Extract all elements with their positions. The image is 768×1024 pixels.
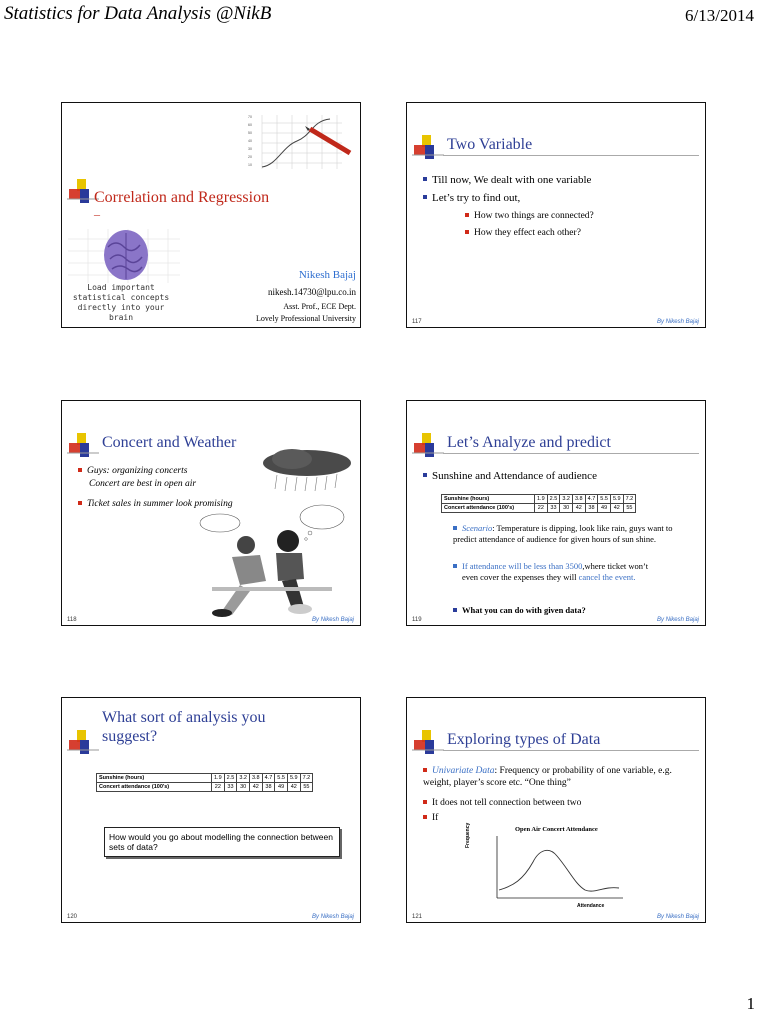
table-cell: 1.9 <box>535 495 548 504</box>
author-role: Asst. Prof., ECE Dept. <box>283 302 356 311</box>
chart-y-label: Frequency <box>465 822 471 848</box>
table-cell: Sunshine (hours) <box>442 495 535 504</box>
slide-byline: By Nikesh Bajaj <box>311 914 354 920</box>
title-underscore: _ <box>94 203 100 217</box>
bullet-2: Ticket sales in summer look promising <box>78 497 233 511</box>
slide-number: 119 <box>412 617 422 623</box>
table-cell: 4.7 <box>585 495 598 504</box>
slide-title: Let’s Analyze and predict <box>447 434 611 451</box>
slide-correlation-regression <box>61 102 361 328</box>
table-cell: 1.9 <box>212 774 225 783</box>
subbullet-2: How they effect each other? <box>465 226 581 240</box>
author-email: nikesh.14730@lpu.co.in <box>267 287 356 297</box>
table-cell: 4.7 <box>262 774 275 783</box>
page-header-title: Statistics for Data Analysis @NikB <box>4 3 272 24</box>
brain-image <box>68 229 180 283</box>
table-cell: 5.9 <box>287 774 300 783</box>
slide-number: 121 <box>412 914 423 920</box>
table-cell: 38 <box>585 504 598 513</box>
slide-byline: By Nikesh Bajaj <box>656 319 699 325</box>
bullet-2: It does not tell connection between two <box>423 796 581 810</box>
graph-y-ticks: 70 60 50 40 30 20 10 <box>248 115 252 167</box>
table-row <box>442 495 636 504</box>
table-row <box>97 783 313 792</box>
table-cell: Concert attendance (100’s) <box>442 504 535 513</box>
table-row <box>97 774 313 783</box>
slide-concert-weather <box>61 400 361 626</box>
table-cell: 3.2 <box>237 774 250 783</box>
table-cell: 5.5 <box>275 774 288 783</box>
bullet-1: Till now, We dealt with one variable <box>423 173 591 187</box>
slide-byline: By Nikesh Bajaj <box>311 617 354 623</box>
table-cell: 49 <box>598 504 611 513</box>
slide-title: Correlation and Regression <box>94 189 270 206</box>
slide-decoration <box>67 726 99 768</box>
slide-title: Concert and Weather <box>102 434 237 451</box>
slide-number: 120 <box>67 914 78 920</box>
scenario-text: Scenario: Temperature is dipping, look like rain, guys want to predict attendance of audience for given hours of sun shine. <box>453 523 673 544</box>
slide-two-variable <box>406 102 706 328</box>
author-org: Lovely Professional University <box>256 314 356 323</box>
frequency-curve-chart <box>493 834 625 902</box>
chart-x-label: Attendance <box>577 903 605 909</box>
bullet-1: Guys: organizing concerts Concert are best in open air <box>78 465 196 491</box>
data-table <box>441 494 636 513</box>
table-cell: Concert attendance (100’s) <box>97 783 212 792</box>
table-cell: 5.5 <box>598 495 611 504</box>
chart-title: Open Air Concert Attendance <box>515 826 598 833</box>
table-cell: 42 <box>287 783 300 792</box>
slide-byline: By Nikesh Bajaj <box>656 617 699 623</box>
question-box: How would you go about modelling the connection between sets of data? <box>104 827 340 857</box>
bullet-1: Univariate Data: Frequency or probability of one variable, e.g. weight, player’s score etc. “One thing” <box>423 766 672 788</box>
table-cell: 33 <box>224 783 237 792</box>
people-illustration <box>192 501 361 623</box>
table-cell: 55 <box>623 504 636 513</box>
bullet-3: If <box>423 811 438 825</box>
table-cell: 42 <box>572 504 585 513</box>
slide-analyze-predict <box>406 400 706 626</box>
data-table <box>96 773 313 792</box>
table-cell: 42 <box>249 783 262 792</box>
bullet-1: Sunshine and Attendance of audience <box>423 469 597 483</box>
table-cell: 42 <box>610 504 623 513</box>
table-cell: 2.5 <box>224 774 237 783</box>
table-cell: 2.5 <box>547 495 560 504</box>
slide-title-rule <box>443 155 699 156</box>
table-cell: 5.9 <box>610 495 623 504</box>
table-cell: 22 <box>212 783 225 792</box>
brain-caption: Load important statistical concepts directly into your brain <box>72 283 170 322</box>
slide-number: 118 <box>67 617 77 623</box>
slide-title: What sort of analysis you suggest? <box>102 709 266 745</box>
slide-title: Exploring types of Data <box>447 731 601 748</box>
slide-decoration <box>412 726 444 768</box>
page-number: 1 <box>746 994 755 1013</box>
slide-title: Two Variable <box>447 136 533 153</box>
table-cell: 3.8 <box>249 774 262 783</box>
table-row <box>442 504 636 513</box>
author-name: Nikesh Bajaj <box>298 269 356 281</box>
table-cell: 7.2 <box>300 774 313 783</box>
slide-byline: By Nikesh Bajaj <box>656 914 699 920</box>
table-cell: 30 <box>560 504 573 513</box>
table-cell: 49 <box>275 783 288 792</box>
table-cell: 55 <box>300 783 313 792</box>
slide-number: 117 <box>412 319 422 325</box>
rain-cloud-image <box>262 447 354 493</box>
bullet-2: Let’s try to find out, <box>423 191 520 205</box>
slide-title-rule <box>443 750 699 751</box>
question-text: What you can do with given data? <box>453 603 586 617</box>
table-cell: 33 <box>547 504 560 513</box>
page-header-date: 6/13/2014 <box>685 6 754 25</box>
table-cell: 7.2 <box>623 495 636 504</box>
table-cell: 3.8 <box>572 495 585 504</box>
graph-with-pencil <box>252 107 352 177</box>
slide-title-rule <box>443 453 699 454</box>
slide-analysis-suggest <box>61 697 361 923</box>
table-cell: Sunshine (hours) <box>97 774 212 783</box>
table-cell: 3.2 <box>560 495 573 504</box>
table-cell: 38 <box>262 783 275 792</box>
slide-types-of-data <box>406 697 706 923</box>
slide-decoration <box>412 429 444 471</box>
slide-decoration <box>412 131 444 173</box>
table-cell: 30 <box>237 783 250 792</box>
subbullet-1: How two things are connected? <box>465 209 594 223</box>
threshold-text: If attendance will be less than 3500,where ticket won’t even cover the expenses they will cancel the event. <box>453 561 693 583</box>
table-cell: 22 <box>535 504 548 513</box>
